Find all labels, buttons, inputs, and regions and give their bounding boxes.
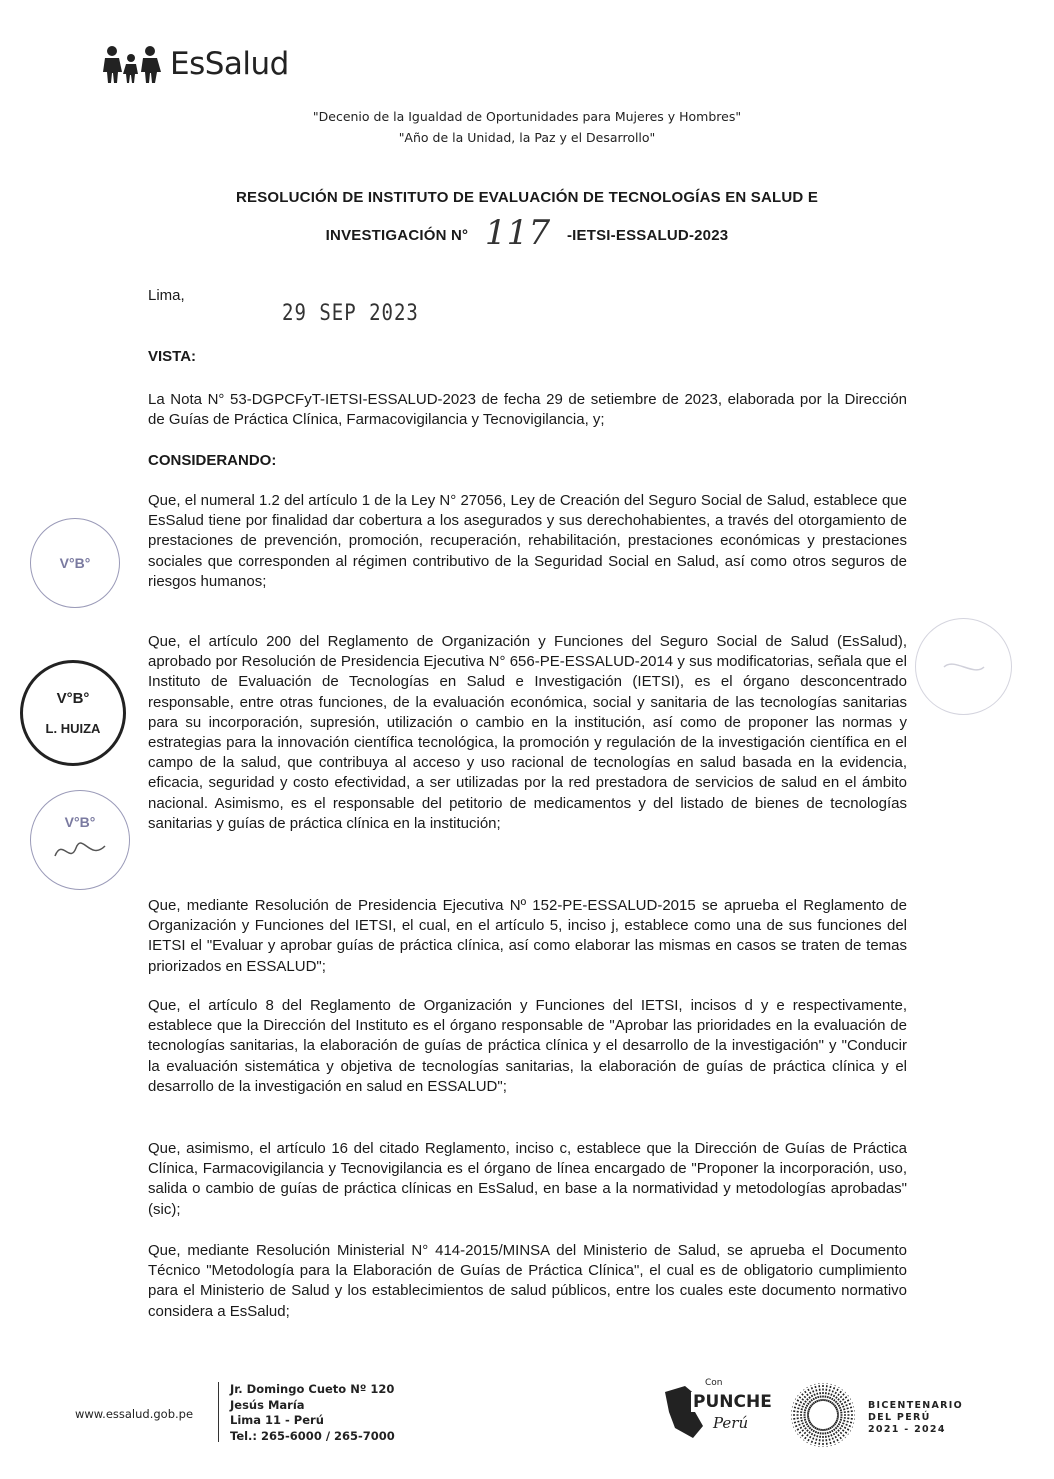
faint-stamp [915, 618, 1012, 715]
emblem-ray [837, 1411, 855, 1413]
paragraph-3 [148, 896, 907, 977]
paragraph-5 [148, 1139, 907, 1220]
emblem-ray [819, 1429, 821, 1447]
address-line: Tel.: 265-6000 / 265-7000 [230, 1428, 395, 1443]
paragraph-1 [148, 491, 907, 592]
bicentenario-emblem-icon [788, 1380, 858, 1450]
bicentenario-text [868, 1400, 963, 1436]
considerando-heading: CONSIDERANDO: [148, 452, 277, 469]
vista-text [148, 390, 907, 430]
emblem-ray [825, 1429, 827, 1447]
stamp-label: V°B° [59, 555, 91, 571]
legal-office-stamp [20, 660, 126, 766]
paragraph-2 [148, 632, 907, 834]
paragraph-text: Que, el artículo 8 del Reglamento de Organización y Funciones del IETSI, incisos d y e respectivamente, establece que la Dirección del Instituto es el órgano responsable de "Aprobar las prioridades en la evaluación de tecnologías sanitarias, la elaboración de guías de práctica clínica y el desarrollo de la investigación" y "Conducir la evaluación sistemática y objetiva de tecnologías sanitarias, la elaboración de guías de práctica clínica y el desarrollo de la investigación en salud en ESSALUD"; [148, 997, 907, 1095]
stamp-label: V°B° [56, 690, 90, 707]
signature-icon [50, 836, 110, 866]
paragraph-text: Que, el artículo 200 del Reglamento de Organización y Funciones del Seguro Social de Salud (EsSalud), aprobado por Resolución de Presidencia Ejecutiva N° 656-PE-ESSALUD-2014 y sus modificatorias, señala que el Instituto de Evaluación de Tecnologías en Salud e Investigación (IETSI), es el órgano desconcentrado responsable, entre otras funciones, de la evaluación económica, social y sanitaria de las tecnologías sanitarias para su incorporación, supresión, utilización o cambio en la institución, así como de proponer las normas y estrategias para la innovación científica tecnológica, la promoción y regulación de la investigación científica en el campo de la salud, que contribuya al acceso y uso racional de tecnologías en salud basada en la evidencia, eficacia, seguridad y costo efectividad, a ser utilizadas por la red prestadora de servicios de salud en el ámbito nacional. Asimismo, es el responsable del petitorio de medicamentos y del listado de bienes de tecnologías sanitarias y guías de práctica clínica en la institución; [148, 633, 907, 832]
punche-small: Con [705, 1378, 723, 1388]
bicentenario-line: DEL PERÚ [868, 1412, 931, 1423]
address-line: Lima 11 - Perú [230, 1413, 324, 1427]
vista-heading: VISTA: [148, 348, 197, 365]
paragraph-text: Que, mediante Resolución de Presidencia Ejecutiva Nº 152-PE-ESSALUD-2015 se aprueba el Reglamento de Organización y Funciones del IETSI, el cual, en el artículo 5, inciso j, establece como una de sus funciones del IETSI el "Evaluar y aprobar guías de práctica clínica, así como elaborar las mismas en casos se traten de temas priorizados en ESSALUD"; [148, 897, 907, 975]
title-prefix: INVESTIGACIÓN N° [325, 227, 469, 244]
date-stamp: 29 SEP 2023 [282, 300, 419, 326]
family-icon [100, 44, 166, 84]
emblem-ray [791, 1411, 809, 1413]
con-punche-peru-logo [655, 1378, 775, 1444]
emblem-ray [837, 1417, 855, 1419]
approval-stamp-3 [30, 790, 130, 890]
approval-stamp-1 [30, 518, 120, 608]
paragraph-6 [148, 1241, 907, 1322]
stamp-name: L. HUIZA [45, 721, 101, 736]
footer-website: www.essalud.gob.pe [75, 1407, 194, 1421]
address-line: Jesús María [230, 1397, 305, 1412]
handwritten-number: 117 [484, 213, 551, 253]
emblem-ray [791, 1417, 809, 1419]
stamp-label: V°B° [64, 814, 96, 830]
bicentenario-line: BICENTENARIO [868, 1400, 963, 1411]
faint-seal-icon [939, 652, 989, 682]
resolution-title-line-1: RESOLUCIÓN DE INSTITUTO DE EVALUACIÓN DE TECNOLOGÍAS EN SALUD E [235, 189, 819, 206]
paragraph-4 [148, 996, 907, 1097]
emblem-ray [819, 1383, 821, 1401]
essalud-logo [100, 40, 289, 88]
punche-main: PUNCHE [693, 1392, 772, 1412]
punche-sub: Perú [713, 1414, 749, 1432]
logo-text: EsSalud [170, 46, 289, 82]
paragraph-text: Que, el numeral 1.2 del artículo 1 de la Ley N° 27056, Ley de Creación del Seguro Social de Salud, establece que EsSalud tiene por finalidad dar cobertura a los asegurados y sus derechohabientes, a través del otorgamiento de prestaciones de prevención, promoción, recuperación, rehabilitación, prestaciones económicas y prestaciones sociales que corresponden al régimen contributivo de la Seguridad Social en Salud, así como otros seguros de riesgos humanos; [148, 492, 907, 590]
title-suffix: -IETSI-ESSALUD-2023 [566, 227, 729, 244]
bicentenario-line: 2021 - 2024 [868, 1424, 946, 1435]
decade-motto: "Decenio de la Igualdad de Oportunidades para Mujeres y Hombres" [312, 109, 742, 124]
paragraph-text: Que, asimismo, el artículo 16 del citado Reglamento, inciso c, establece que la Dirección de Guías de Práctica Clínica, Farmacovigilancia y Tecnovigilancia es el órgano de línea encargado de "Proponer la incorporación, uso, salida o cambio de guías de práctica clínicas en EsSalud, en base a la normatividad y metodologías aprobadas" (sic); [148, 1140, 907, 1218]
emblem-ray [825, 1383, 827, 1401]
paragraph-text: Que, mediante Resolución Ministerial N° 414-2015/MINSA del Ministerio de Salud, se aprueba el Documento Técnico "Metodología para la Elaboración de Guías de Práctica Clínica", el cual es de obligatorio cumplimiento para el Ministerio de Salud y los establecimientos de salud públicos, entre los cuales este documento normativo considera a EsSalud; [148, 1242, 907, 1320]
year-motto: "Año de la Unidad, la Paz y el Desarrollo" [398, 130, 656, 145]
footer-address [230, 1382, 395, 1444]
address-line: Jr. Domingo Cueto Nº 120 [230, 1382, 395, 1396]
peru-map-icon [655, 1382, 715, 1442]
footer-divider [218, 1382, 219, 1442]
resolution-title-line-2 [0, 213, 1054, 253]
place: Lima, [148, 287, 185, 304]
vista-paragraph: La Nota N° 53-DGPCFyT-IETSI-ESSALUD-2023 de fecha 29 de setiembre de 2023, elaborada por la Dirección de Guías de Práctica Clínica, Farmacovigilancia y Tecnovigilancia, y; [148, 391, 907, 429]
